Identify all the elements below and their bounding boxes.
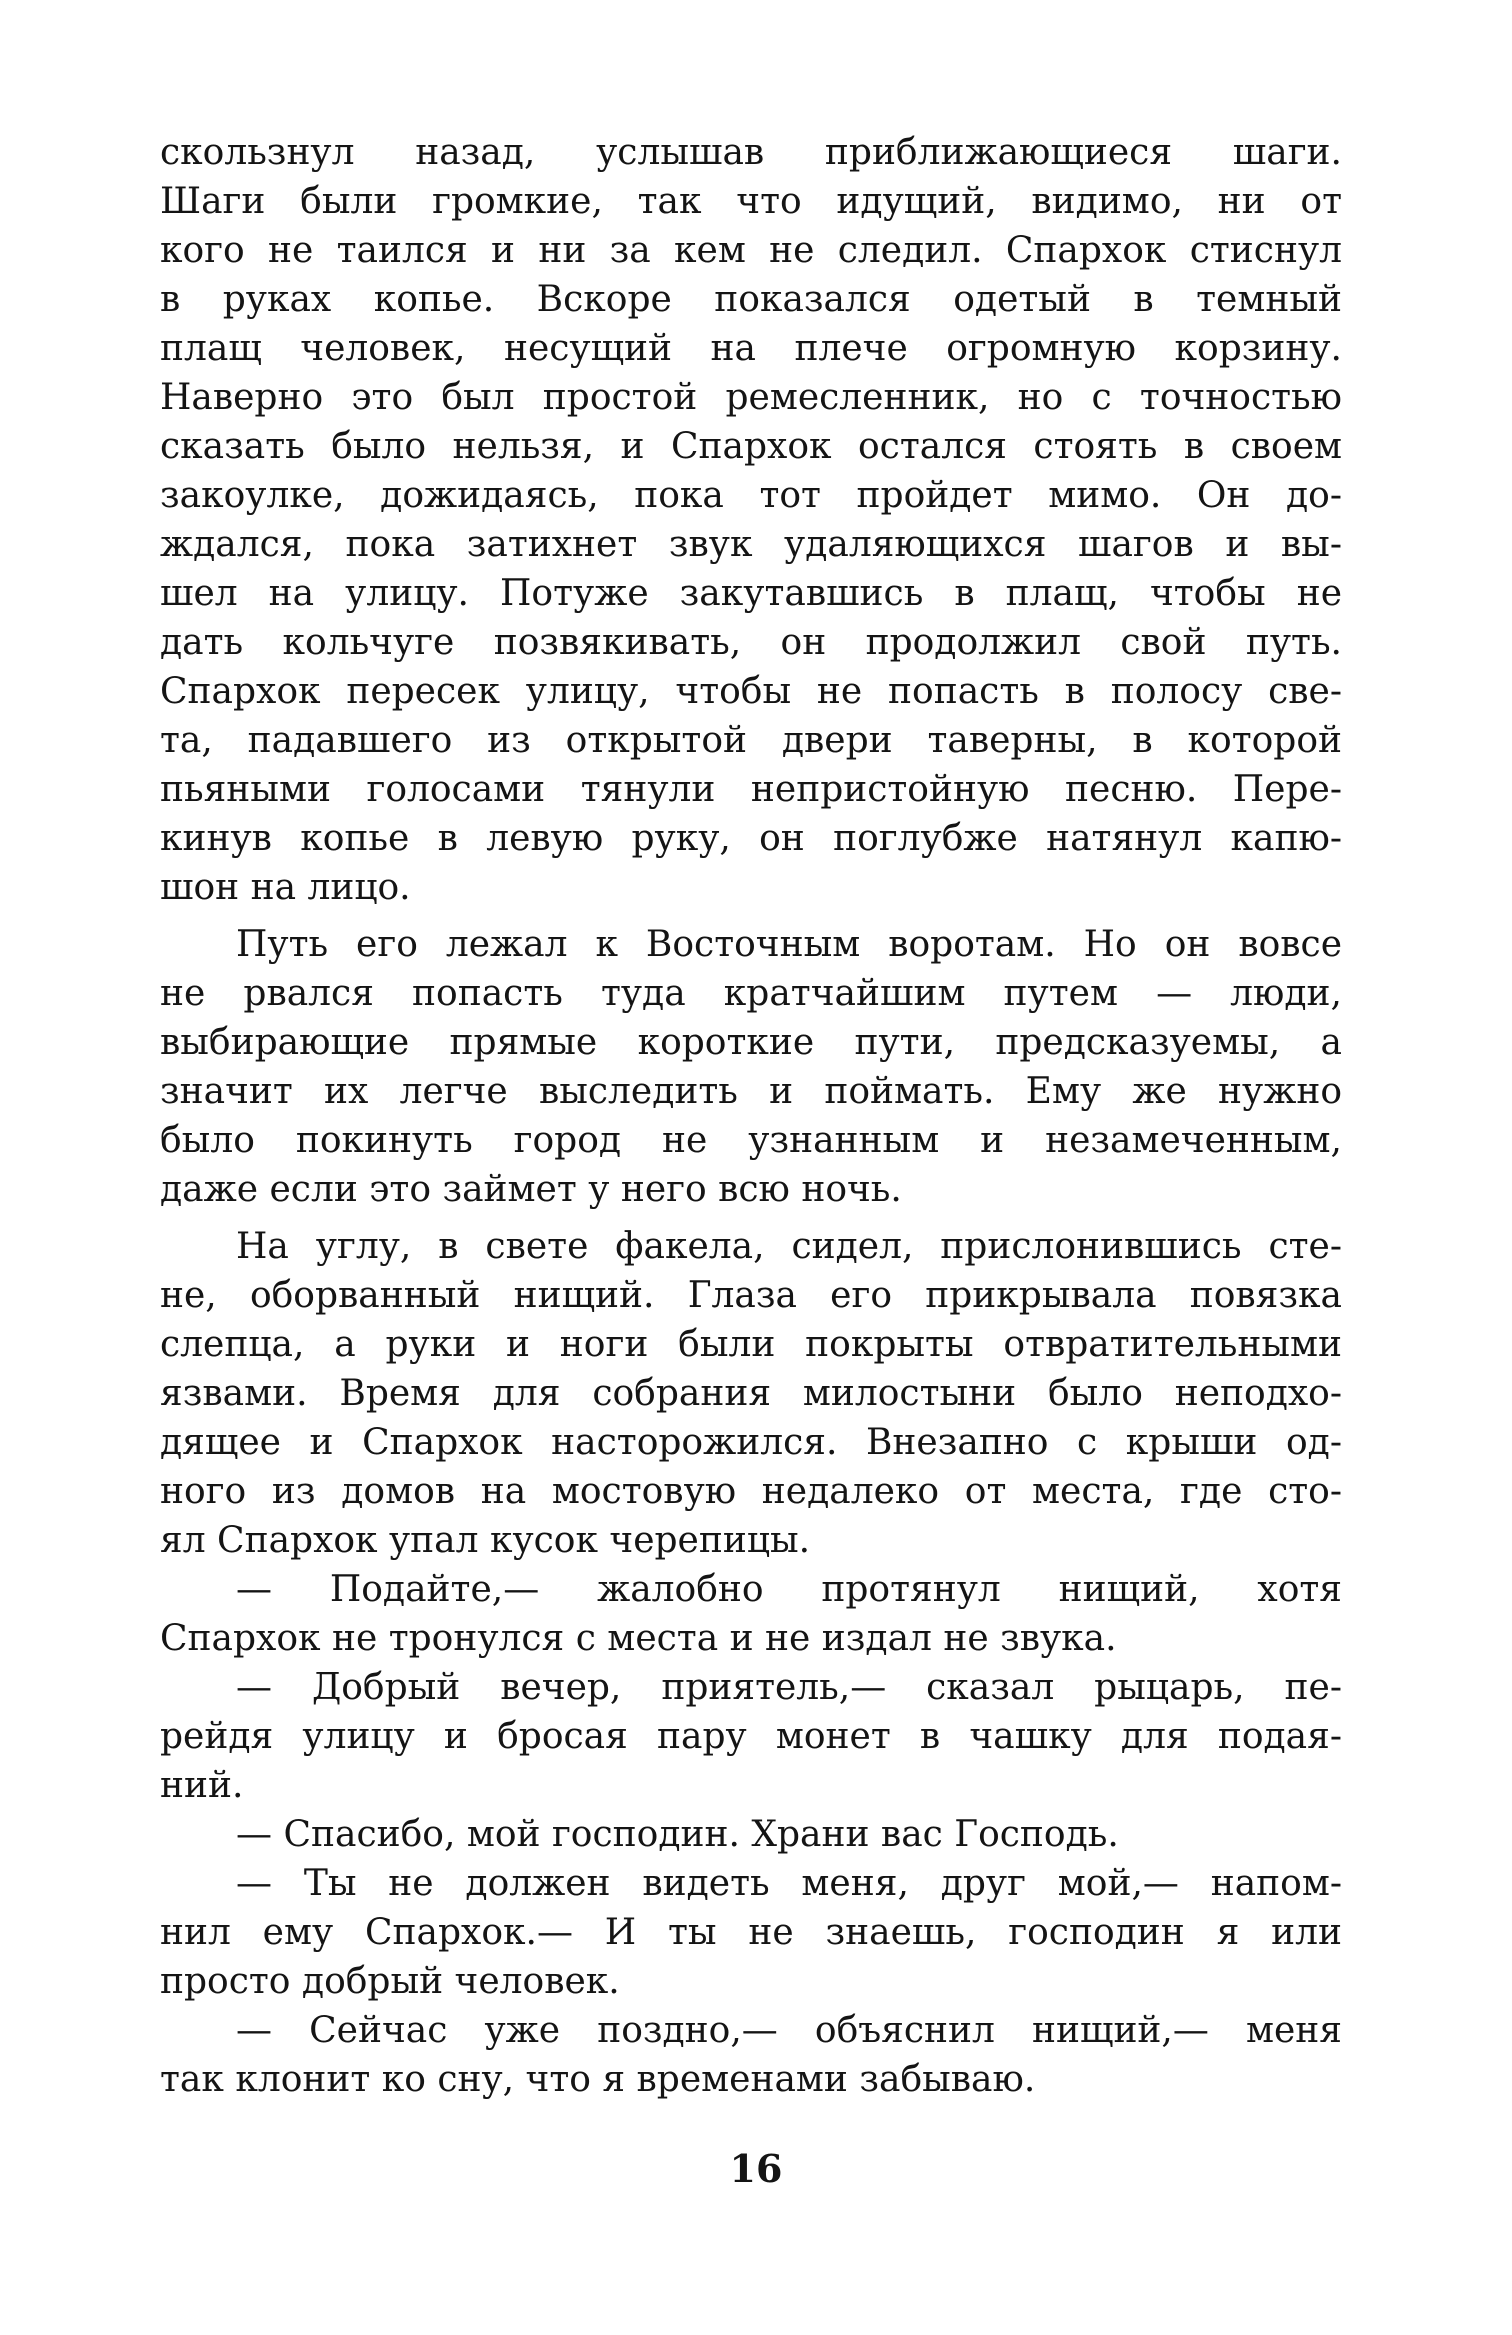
paragraph [160, 1222, 1342, 1565]
text-line: та, падавшего из открытой двери таверны, в которой [160, 720, 1342, 761]
text-line: выбирающие прямые короткие пути, предсказуемы, а [160, 1022, 1342, 1063]
text-line: язвами. Время для собрания милостыни было неподхо- [160, 1373, 1342, 1414]
text-line: так клонит ко сну, что я временами забываю. [160, 2059, 1036, 2100]
text-line: значит их легче выследить и поймать. Ему же нужно [160, 1071, 1342, 1112]
text-line: шел на улицу. Потуже закутавшись в плащ, чтобы не [160, 573, 1342, 614]
paragraph [160, 128, 1342, 912]
text-line: Наверно это был простой ремесленник, но с точностью [160, 377, 1342, 418]
text-line: — Спасибо, мой господин. Храни вас Господь. [236, 1814, 1119, 1855]
paragraph [160, 920, 1342, 1214]
text-line: ждался, пока затихнет звук удаляющихся шагов и вы- [160, 524, 1342, 565]
text-line: плащ человек, несущий на плече огромную корзину. [160, 328, 1342, 369]
paragraph [160, 2006, 1342, 2104]
text-line: нил ему Спархок.— И ты не знаешь, господин я или [160, 1912, 1342, 1953]
text-line: пьяными голосами тянули непристойную песню. Пере- [160, 769, 1342, 810]
page-number: 16 [729, 2146, 783, 2191]
text-line: дать кольчуге позвякивать, он продолжил свой путь. [160, 622, 1342, 663]
text-line: закоулке, дожидаясь, пока тот пройдет мимо. Он до- [160, 475, 1342, 516]
text-line: кинув копье в левую руку, он поглубже натянул капю- [160, 818, 1342, 859]
paragraph [160, 1859, 1342, 2006]
paragraph [160, 1810, 1342, 1859]
text-line: Спархок пересек улицу, чтобы не попасть в полосу све- [160, 671, 1342, 712]
paragraph [160, 1663, 1342, 1810]
text-line: — Подайте,— жалобно протянул нищий, хотя [236, 1569, 1342, 1610]
text-line: Спархок не тронулся с места и не издал не звука. [160, 1618, 1117, 1659]
text-line: сказать было нельзя, и Спархок остался стоять в своем [160, 426, 1342, 467]
text-line: Путь его лежал к Восточным воротам. Но он вовсе [236, 924, 1342, 965]
text-line: ного из домов на мостовую недалеко от места, где сто- [160, 1471, 1342, 1512]
text-line: кого не таился и ни за кем не следил. Спархок стиснул [160, 230, 1342, 271]
text-line: не рвался попасть туда кратчайшим путем — люди, [160, 973, 1342, 1014]
text-line: шон на лицо. [160, 867, 411, 908]
text-line: скользнул назад, услышав приближающиеся шаги. [160, 132, 1342, 173]
text-line: рейдя улицу и бросая пару монет в чашку для подая- [160, 1716, 1342, 1757]
text-line: — Добрый вечер, приятель,— сказал рыцарь, пе- [236, 1667, 1342, 1708]
text-line: дящее и Спархок насторожился. Внезапно с крыши од- [160, 1422, 1342, 1463]
text-line: — Ты не должен видеть меня, друг мой,— напом- [236, 1863, 1342, 1904]
text-line: — Сейчас уже поздно,— объяснил нищий,— меня [236, 2010, 1342, 2051]
text-line: просто добрый человек. [160, 1961, 620, 2002]
body-text [160, 128, 1342, 2104]
text-line: ний. [160, 1765, 244, 1806]
text-line: в руках копье. Вскоре показался одетый в темный [160, 279, 1342, 320]
text-line: Шаги были громкие, так что идущий, видимо, ни от [160, 181, 1342, 222]
text-line: было покинуть город не узнанным и незамеченным, [160, 1120, 1342, 1161]
text-line: не, оборванный нищий. Глаза его прикрывала повязка [160, 1275, 1342, 1316]
text-line: На углу, в свете факела, сидел, прислонившись сте- [236, 1226, 1342, 1267]
text-line: даже если это займет у него всю ночь. [160, 1169, 902, 1210]
paragraph [160, 1565, 1342, 1663]
text-line: слепца, а руки и ноги были покрыты отвратительными [160, 1324, 1342, 1365]
text-line: ял Спархок упал кусок черепицы. [160, 1520, 811, 1561]
